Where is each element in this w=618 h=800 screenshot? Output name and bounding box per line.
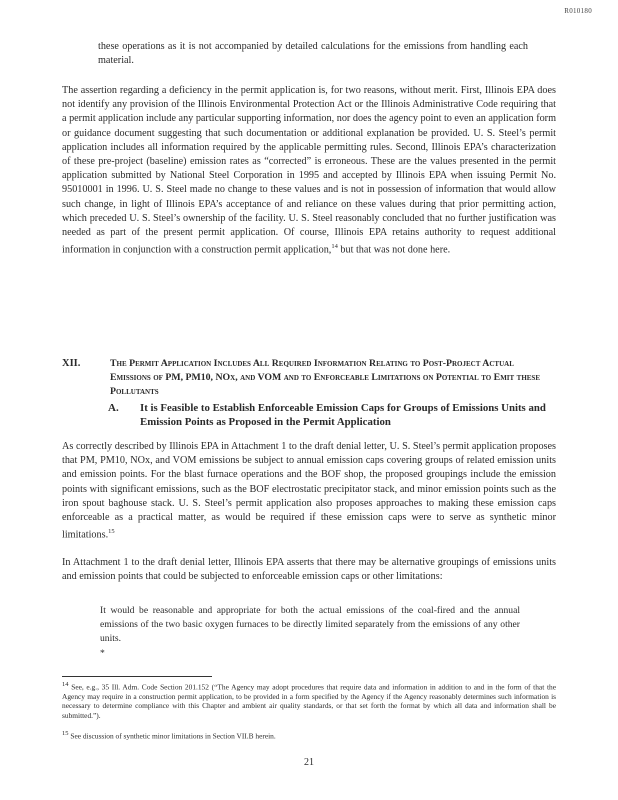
footnote-15 xyxy=(62,729,556,741)
footnote-ref-15: 15 xyxy=(108,528,115,536)
block-quote-text: It would be reasonable and appropriate for both the actual emissions of the coal-fired and the annual emissions of the two basic oxygen furnaces to be directly limited separately from the emissions of any other units. xyxy=(100,605,520,645)
footnote-15-text: See discussion of synthetic minor limitations in Section VII.B herein. xyxy=(70,731,276,741)
footnote-14-text: See, e.g., 35 Ill. Adm. Code Section 201.152 (“The Agency may adopt procedures that require data and information in addition to and in the form of that the Agency may require in a construction permit application, to be provided in a form specified by the Agency if the Agency reasonably determines such information is necessary to determine compliance with this Chapter and ambient air quality standards, or that set forth the format by which all data and information shall be submitted.”). xyxy=(62,682,556,720)
footnote-ref-14: 14 xyxy=(331,243,338,251)
block-quote-asterisk: * xyxy=(100,647,105,659)
subsection-heading: It is Feasible to Establish Enforceable Emission Caps for Groups of Emissions Units and Emission Points as Proposed in the Permit Application xyxy=(140,402,546,429)
footnote-separator xyxy=(62,676,212,677)
footnote-14-mark: 14 xyxy=(62,681,69,688)
paragraph-attachment xyxy=(62,556,556,584)
paragraph-assertion xyxy=(62,84,556,258)
intro-continuation-text: these operations as it is not accompanied by detailed calculations for the emissions from handling each material. xyxy=(98,41,528,67)
section-heading: The Permit Application Includes All Required Information Relating to Post-Project Actual Emissions of PM, PM10, NOx, and VOM and to Enforceable Limitations on Potential to Emit these Pollutants xyxy=(110,358,540,397)
paragraph-attachment-text: In Attachment 1 to the draft denial letter, Illinois EPA asserts that there may be alternative groupings of emissions units and emission points that could be subjected to enforceable emission caps or other limitations: xyxy=(62,557,556,583)
bates-number: R010180 xyxy=(564,7,592,15)
footnote-14 xyxy=(62,680,556,720)
paragraph-correctly-described xyxy=(62,440,556,543)
subsection-letter: A. xyxy=(108,402,119,414)
block-quote xyxy=(100,604,520,661)
section-number: XII. xyxy=(62,358,81,369)
intro-continuation xyxy=(98,40,528,68)
footnote-15-mark: 15 xyxy=(62,730,69,737)
page-number: 21 xyxy=(304,757,314,768)
paragraph-correctly-body: As correctly described by Illinois EPA in Attachment 1 to the draft denial letter, U. S. Steel’s permit application proposes that PM, PM10, NOx, and VOM emissions be subject to annual emission caps covering groups of related emission units and emission points. For the blast furnace operations and the BOF shop, the proposed groupings include the emission points with significant emissions, such as the BOF electrostatic precipitator stack, and minor emission points such as the iron spout baghouse stack. U. S. Steel’s permit application also proposes approaches to making these emission caps enforceable as a practical matter, as would be required if these emission caps were to serve as synthetic minor limitations. xyxy=(62,441,556,541)
paragraph-correctly-text xyxy=(62,440,556,543)
paragraph-assertion-tail: but that was not done here. xyxy=(337,244,451,256)
paragraph-assertion-text xyxy=(62,84,556,258)
paragraph-assertion-body: The assertion regarding a deficiency in the permit application is, for two reasons, without merit. First, Illinois EPA does not identify any provision of the Illinois Environmental Protection Act or the Illinois Administrative Code requiring that a permit application include any particular supporting information, nor does the agency point to even an application form or guidance document suggesting that such documentation or additional explanation be provided. U. S. Steel’s permit application includes all information required by the applicable permitting rules. Second, Illinois EPA’s characterization of these pre-project (baseline) emission rates as “corrected” is erroneous. These are the values presented in the permit application submitted by National Steel Corporation in 1995 and accepted by Illinois EPA when issuing Permit No. 95010001 in 1996. U. S. Steel made no change to these values and is not in possession of information that would allow such change, in light of Illinois EPA’s acceptance of and reliance on these values during that prior permitting action, which preceded U. S. Steel’s ownership of the facility. U. S. Steel reasonably concluded that no further justification was needed as part of the present permit application. Of course, Illinois EPA retains authority to request additional information in conjunction with a construction permit application, xyxy=(62,85,556,256)
